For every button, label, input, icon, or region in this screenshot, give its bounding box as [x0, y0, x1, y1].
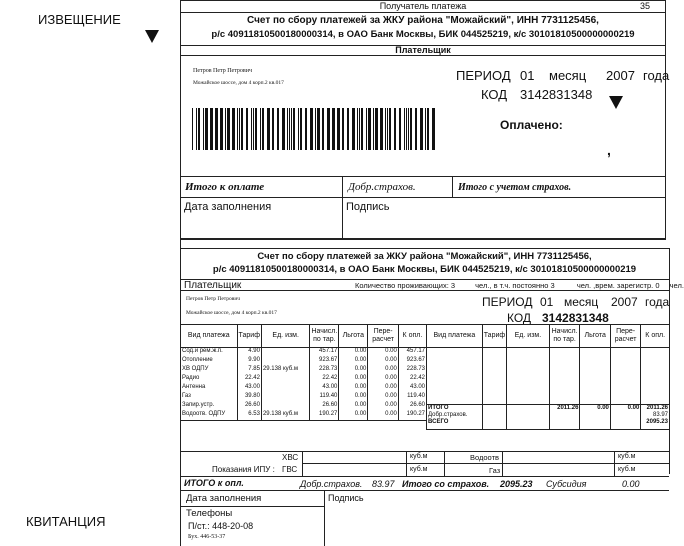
right-pay: 2011.26: [646, 405, 668, 411]
payer-title: Плательщик: [395, 45, 451, 55]
row-tariff: 22.42: [244, 375, 260, 381]
meter-hot-gas: ГВС: [282, 465, 298, 474]
row-name: Антенна: [182, 384, 206, 390]
row-name: Газ: [182, 393, 191, 399]
lower-insurance-label: Добр.страхов.: [300, 479, 363, 489]
row-unit: [263, 402, 308, 411]
residents-suffix: чел., в т.ч. постоянно: [475, 281, 549, 290]
row-charged: 190.27: [319, 411, 338, 417]
recipient-line2: р/с 40911810500180000314, в ОАО Банк Москвы, БИК 044525219, к/с 30101810500000000219: [211, 29, 635, 40]
right-total-label: ИТОГО: [428, 405, 449, 411]
header-unit: Ед. изм.: [261, 325, 309, 348]
header-pay-right: К опл.: [641, 325, 670, 348]
right-insurance-label: Добр.страхов.: [428, 412, 468, 418]
header-charged-right: Начисл. по тар.: [549, 325, 580, 348]
temporary-label: чел. ,врем. зарегистр.: [576, 281, 654, 290]
lower-recipient-line2: р/с 40911810500180000314, в ОАО Банк Москвы, БИК 044525219, к/с 30101810500000000219: [212, 264, 637, 275]
row-benefit: 0.00: [354, 411, 367, 417]
lower-period-label: ПЕРИОД: [482, 295, 533, 309]
recipient-title: Получатель платежа: [379, 1, 467, 11]
totals-row: [427, 405, 670, 430]
row-tariff: 43.00: [244, 384, 260, 390]
row-charged: 119.40: [319, 393, 338, 399]
month-label: месяц: [549, 68, 587, 83]
paid-comma: ,: [607, 142, 611, 158]
phone-acc: Бух. 446-53-37: [188, 534, 226, 540]
right-recalc: 0.00: [610, 405, 640, 430]
lower-total-label: ИТОГО к опл.: [184, 478, 244, 488]
drain-label: Водоотв: [470, 453, 499, 462]
header-recalc-right: Пере-расчет: [610, 325, 640, 348]
recipient-line1: Счет по сбору платежей за ЖКУ района "Можайский", ИНН 7731125456,: [247, 15, 599, 26]
row-name: Запир.устр.: [182, 402, 215, 408]
row-name: ХВ ОДПУ: [182, 366, 209, 372]
row-pay: 43.00: [409, 384, 425, 390]
row-pay: 26.60: [409, 402, 425, 408]
row-unit: [263, 393, 308, 402]
notice-label: ИЗВЕЩЕНИЕ: [38, 12, 121, 27]
header-recalc: Пере-расчет: [368, 325, 398, 348]
date-label: Дата заполнения: [184, 201, 272, 213]
phones-label: Телефоны: [186, 508, 233, 519]
lower-payer-name: Петров Петр Петрович: [186, 296, 241, 302]
lower-code-label: КОД: [507, 311, 532, 325]
right-benefit: 0.00: [580, 405, 610, 430]
period-value: 01: [520, 68, 535, 83]
row-charged: 457.17: [319, 348, 338, 354]
row-recalc: 0.00: [385, 402, 397, 408]
paid-label: Оплачено:: [500, 118, 563, 132]
meters-label: Показания ИПУ :: [212, 465, 275, 474]
payer-name: Петров Петр Петрович: [193, 68, 252, 74]
barcode: [192, 108, 438, 150]
row-tariff: 26.60: [244, 402, 260, 408]
year-label: года: [643, 68, 670, 83]
lower-payer-title: Плательщик: [184, 280, 242, 291]
header-type-right: Вид платежа: [427, 325, 483, 348]
lower-period-value: 01: [540, 295, 554, 309]
row-benefit: 0.00: [354, 402, 367, 408]
lower-payer-address: Можайское шоссе, дом 4 корп.2 кв.017: [186, 310, 277, 316]
right-insurance: 83.97: [652, 412, 668, 418]
phone-pst: П/ст.: 448-20-08: [188, 521, 254, 531]
row-charged: 22.42: [322, 375, 338, 381]
lower-month-label: месяц: [564, 295, 599, 309]
header-unit-right: Ед. изм.: [507, 325, 550, 348]
residents-label: Количество проживающих:: [355, 281, 449, 290]
code-label: КОД: [481, 87, 508, 102]
row-unit: 29.138 куб.м: [262, 411, 298, 417]
row-recalc: 0.00: [385, 375, 397, 381]
row-charged: 26.60: [322, 402, 338, 408]
row-benefit: 0.00: [354, 375, 367, 381]
row-recalc: 0.00: [385, 366, 397, 372]
total-label: Итого к оплате: [185, 181, 265, 193]
row-name: Радио: [182, 375, 200, 381]
insurance-label: Добр.страхов.: [348, 181, 416, 193]
unit-m3: куб.м: [410, 453, 428, 460]
lower-recipient-line1: Счет по сбору платежей за ЖКУ района "Можайский", ИНН 7731125456,: [257, 251, 592, 262]
row-unit: [263, 384, 308, 393]
row-recalc: 0.00: [385, 357, 397, 363]
row-pay: 22.42: [409, 375, 425, 381]
row-unit: [263, 348, 308, 357]
gas-label: Газ: [489, 466, 501, 475]
lower-insurance-value: 83.97: [372, 479, 395, 489]
row-tariff: 6.53: [248, 411, 260, 417]
row-recalc: 0.00: [385, 393, 397, 399]
row-unit: [263, 375, 308, 384]
lower-signature-label: Подпись: [328, 493, 364, 503]
meter-hot-water: ХВС: [282, 453, 299, 462]
row-name: Сод.и рем.ж.п.: [182, 348, 223, 354]
row-charged: 43.00: [322, 384, 338, 390]
temporary-value: 0: [655, 281, 660, 290]
row-pay: 923.67: [406, 357, 425, 363]
header-pay: К опл.: [398, 325, 426, 348]
header-charged: Начисл. по тар.: [310, 325, 339, 348]
table-row: [181, 348, 427, 421]
lower-year-value: 2007: [611, 295, 638, 309]
temporary-suffix: чел.: [669, 281, 684, 290]
row-name: Водоотв. ОДПУ: [182, 411, 226, 417]
row-tariff: 9.90: [248, 357, 260, 363]
right-all-label: ВСЕГО: [428, 419, 449, 425]
header-tariff-right: Тариф: [482, 325, 506, 348]
down-arrow-icon: [145, 30, 159, 43]
charges-table: [180, 324, 427, 421]
right-charged: 2011.26: [549, 405, 580, 430]
year-value: 2007: [606, 68, 635, 83]
row-pay: 228.73: [406, 366, 425, 372]
row-tariff: 4.90: [248, 348, 260, 354]
row-name: Отопление: [182, 357, 213, 363]
row-charged: 228.73: [319, 366, 338, 372]
unit-m3: куб.м: [410, 466, 428, 473]
row-pay: 119.40: [407, 393, 425, 399]
row-benefit: 0.00: [354, 384, 367, 390]
unit-m3: куб.м: [618, 453, 636, 460]
row-benefit: 0.00: [354, 393, 367, 399]
period-label: ПЕРИОД: [456, 68, 511, 83]
subsidy-label: Субсидия: [546, 479, 587, 489]
down-arrow-icon: [609, 96, 623, 109]
lower-code-value: 3142831348: [542, 311, 609, 325]
row-benefit: 0.00: [354, 357, 367, 363]
row-recalc: 0.00: [385, 348, 397, 354]
page-number: 35: [640, 1, 651, 11]
lower-total-insurance-label: Итого со страхов.: [402, 479, 490, 489]
row-charged: 923.67: [319, 357, 338, 363]
receipt-label: КВИТАНЦИЯ: [26, 514, 106, 529]
code-value: 3142831348: [520, 87, 593, 102]
header-benefit: Льгота: [339, 325, 368, 348]
permanent-value: 3: [550, 281, 555, 290]
total-insurance-label: Итого с учетом страхов.: [458, 182, 572, 193]
residents-line: [355, 281, 684, 290]
row-pay: 190.27: [406, 411, 425, 417]
row-benefit: 0.00: [354, 348, 367, 354]
header-benefit-right: Льгота: [580, 325, 610, 348]
subsidy-value: 0.00: [622, 479, 640, 489]
lower-date-label: Дата заполнения: [186, 493, 262, 504]
row-pay: 457.17: [406, 348, 425, 354]
row-tariff: 7.85: [248, 366, 260, 372]
row-recalc: 0.00: [385, 384, 397, 390]
row-benefit: 0.00: [354, 366, 367, 372]
unit-m3: куб.м: [618, 466, 636, 473]
row-unit: [263, 357, 308, 366]
header-tariff: Тариф: [237, 325, 261, 348]
totals-table: [426, 324, 670, 430]
signature-label: Подпись: [346, 201, 390, 213]
row-recalc: 0.00: [385, 411, 397, 417]
lower-year-label: года: [645, 295, 670, 309]
row-tariff: 39.80: [244, 393, 260, 399]
row-unit: 29.138 куб.м: [262, 366, 298, 372]
lower-total-insurance-value: 2095.23: [500, 479, 533, 489]
right-all: 2095.23: [646, 419, 668, 425]
residents-value: 3: [450, 281, 456, 290]
header-type: Вид платежа: [181, 325, 238, 348]
payer-address: Можайское шоссе, дом 4 корп.2 кв.017: [193, 80, 284, 86]
